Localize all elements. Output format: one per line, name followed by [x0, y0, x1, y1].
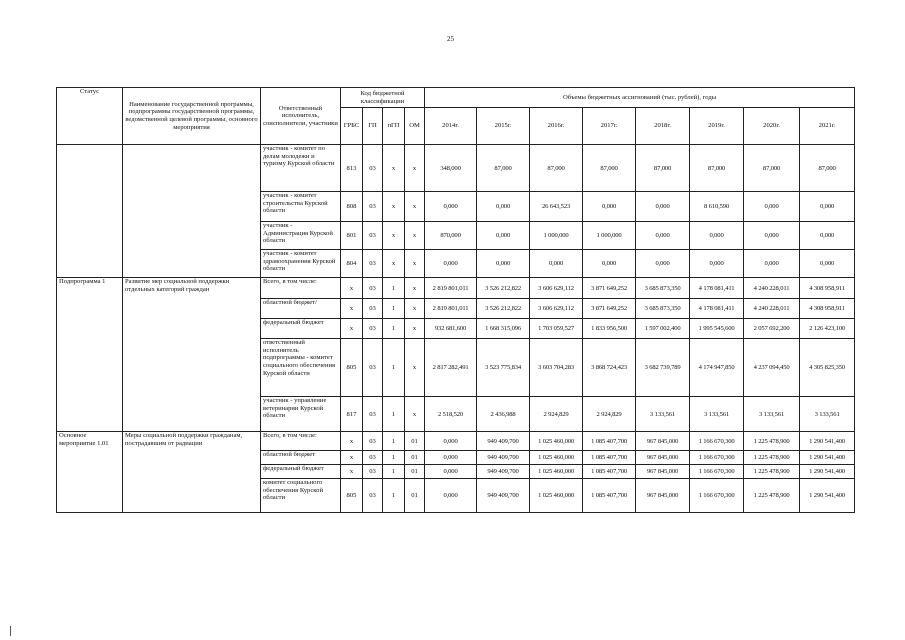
code-cell: 03 [363, 432, 383, 451]
header-year: 2017г. [583, 108, 636, 145]
amount-cell: 3 526 212,822 [477, 299, 530, 319]
amount-cell: 87,000 [636, 145, 690, 192]
code-cell: х [405, 339, 425, 397]
code-cell: х [405, 250, 425, 278]
code-cell: 817 [341, 397, 363, 432]
amount-cell: 3 606 629,112 [530, 278, 583, 299]
code-cell: х [383, 192, 405, 222]
code-cell: 03 [363, 465, 383, 479]
amount-cell: 0,000 [477, 250, 530, 278]
row-executor: участник - Администрация Курской области [261, 222, 341, 250]
header-name: Наименование государственной программы, подпрограммы государственной программы, ведомственной целевой программы, основного мероприятия [123, 88, 261, 145]
amount-cell: 0,000 [744, 250, 800, 278]
amount-cell: 1 225 478,900 [744, 479, 800, 513]
amount-cell: 1 085 407,700 [583, 432, 636, 451]
amount-cell: 0,000 [477, 192, 530, 222]
amount-cell: 870,000 [425, 222, 477, 250]
header-status: Статус [57, 88, 123, 145]
budget-table [56, 87, 855, 513]
code-cell: х [383, 222, 405, 250]
amount-cell: 1 085 407,700 [583, 451, 636, 465]
code-cell: 1 [383, 451, 405, 465]
amount-cell: 1 290 541,400 [800, 451, 855, 465]
code-cell: 813 [341, 145, 363, 192]
amount-cell: 4 178 081,411 [690, 299, 744, 319]
amount-cell: 87,000 [744, 145, 800, 192]
amount-cell: 2 817 282,491 [425, 339, 477, 397]
amount-cell: 0,000 [425, 192, 477, 222]
amount-cell: 1 085 407,700 [583, 465, 636, 479]
code-cell: 801 [341, 222, 363, 250]
code-cell: 805 [341, 479, 363, 513]
amount-cell: 0,000 [636, 222, 690, 250]
row-executor: областной бюджет [261, 451, 341, 465]
amount-cell: 0,000 [583, 250, 636, 278]
amount-cell: 932 681,600 [425, 319, 477, 339]
amount-cell: 4 240 228,011 [744, 278, 800, 299]
code-cell: х [405, 319, 425, 339]
amount-cell: 1 225 478,900 [744, 465, 800, 479]
amount-cell: 1 166 670,300 [690, 432, 744, 451]
header-year: 2014г. [425, 108, 477, 145]
amount-cell: 2 057 692,200 [744, 319, 800, 339]
header-executor: Ответственный исполнитель, соисполнители, участники [261, 88, 341, 145]
code-cell: 1 [383, 278, 405, 299]
amount-cell: 1 225 478,900 [744, 451, 800, 465]
code-cell: 03 [363, 250, 383, 278]
code-cell: х [341, 278, 363, 299]
code-cell: х [341, 319, 363, 339]
amount-cell: 0,000 [636, 250, 690, 278]
amount-cell: 0,000 [690, 250, 744, 278]
row-executor: Всего, в том числе: [261, 278, 341, 299]
code-cell: 03 [363, 479, 383, 513]
amount-cell: 0,000 [800, 192, 855, 222]
code-cell: 01 [405, 432, 425, 451]
amount-cell: 0,000 [477, 222, 530, 250]
amount-cell: 2 819 801,011 [425, 299, 477, 319]
amount-cell: 2 924,829 [583, 397, 636, 432]
header-year: 2019г. [690, 108, 744, 145]
row-executor: областной бюджет/ [261, 299, 341, 319]
code-cell: 1 [383, 397, 405, 432]
amount-cell: 1 000,000 [583, 222, 636, 250]
amount-cell: 0,000 [800, 250, 855, 278]
amount-cell: 1 225 478,900 [744, 432, 800, 451]
header-year: 2016г. [530, 108, 583, 145]
amount-cell: 949 409,700 [477, 479, 530, 513]
amount-cell: 1 000,000 [530, 222, 583, 250]
code-cell: 03 [363, 145, 383, 192]
amount-cell: 3 685 873,350 [636, 278, 690, 299]
amount-cell: 1 025 460,000 [530, 465, 583, 479]
code-cell: 1 [383, 299, 405, 319]
row-program-name: Меры социальной поддержки гражданам, пострадавшим от радиации [123, 432, 261, 513]
code-cell: х [405, 145, 425, 192]
amount-cell: 3 133,561 [800, 397, 855, 432]
amount-cell: 1 833 956,500 [583, 319, 636, 339]
amount-cell: 949 409,700 [477, 451, 530, 465]
header-code-col: ГП [363, 108, 383, 145]
header-year: 2021г. [800, 108, 855, 145]
amount-cell: 87,000 [583, 145, 636, 192]
row-status [57, 145, 123, 278]
amount-cell: 1 166 670,300 [690, 465, 744, 479]
amount-cell: 3 603 704,283 [530, 339, 583, 397]
amount-cell: 4 305 825,350 [800, 339, 855, 397]
code-cell: 808 [341, 192, 363, 222]
scan-artifact-mark [10, 626, 11, 636]
amount-cell: 87,000 [690, 145, 744, 192]
row-status: Основное мероприятие 1.01 [57, 432, 123, 513]
amount-cell: 0,000 [744, 222, 800, 250]
table-row [57, 432, 855, 451]
amount-cell: 1 290 541,400 [800, 465, 855, 479]
amount-cell: 967 845,000 [636, 451, 690, 465]
code-cell: 03 [363, 222, 383, 250]
amount-cell: 1 025 460,000 [530, 479, 583, 513]
amount-cell: 1 025 460,000 [530, 432, 583, 451]
amount-cell: 0,000 [636, 192, 690, 222]
row-executor: участник - управление ветеринарии Курской области [261, 397, 341, 432]
amount-cell: 2 436,988 [477, 397, 530, 432]
header-code-col: пГП [383, 108, 405, 145]
amount-cell: 3 133,561 [744, 397, 800, 432]
amount-cell: 4 237 094,450 [744, 339, 800, 397]
table-row [57, 145, 855, 192]
amount-cell: 8 610,590 [690, 192, 744, 222]
header-code-col: ОМ [405, 108, 425, 145]
code-cell: 03 [363, 299, 383, 319]
amount-cell: 1 025 460,000 [530, 451, 583, 465]
row-program-name [123, 145, 261, 278]
amount-cell: 4 240 228,011 [744, 299, 800, 319]
header-budget-volume: Объемы бюджетных ассигнований (тыс. рублей), годы [425, 88, 855, 108]
header-code-col: ГРБС [341, 108, 363, 145]
amount-cell: 3 871 649,252 [583, 299, 636, 319]
header-year: 2018г. [636, 108, 690, 145]
code-cell: 1 [383, 465, 405, 479]
amount-cell: 0,000 [690, 222, 744, 250]
amount-cell: 3 682 739,789 [636, 339, 690, 397]
amount-cell: 26 643,523 [530, 192, 583, 222]
amount-cell: 2 518,520 [425, 397, 477, 432]
page-number: 25 [447, 35, 454, 43]
amount-cell: 0,000 [425, 465, 477, 479]
amount-cell: 1 166 670,300 [690, 451, 744, 465]
amount-cell: 1 597 002,400 [636, 319, 690, 339]
code-cell: 03 [363, 451, 383, 465]
row-status: Подпрограмма 1 [57, 278, 123, 432]
amount-cell: 3 871 649,252 [583, 278, 636, 299]
code-cell: х [405, 278, 425, 299]
row-executor: участник - комитет здравоохранения Курской области [261, 250, 341, 278]
code-cell: х [405, 192, 425, 222]
amount-cell: 3 685 873,350 [636, 299, 690, 319]
amount-cell: 1 166 670,300 [690, 479, 744, 513]
amount-cell: 4 308 958,911 [800, 299, 855, 319]
amount-cell: 949 409,700 [477, 465, 530, 479]
amount-cell: 0,000 [425, 250, 477, 278]
amount-cell: 4 174 947,850 [690, 339, 744, 397]
amount-cell: 0,000 [425, 451, 477, 465]
amount-cell: 3 133,561 [636, 397, 690, 432]
code-cell: х [405, 397, 425, 432]
table-row [57, 278, 855, 299]
row-executor: участник - комитет строительства Курской области [261, 192, 341, 222]
code-cell: 01 [405, 465, 425, 479]
amount-cell: 967 845,000 [636, 465, 690, 479]
row-executor: Всего, в том числе: [261, 432, 341, 451]
row-executor: федеральный бюджет [261, 319, 341, 339]
amount-cell: 2 819 801,011 [425, 278, 477, 299]
amount-cell: 87,000 [800, 145, 855, 192]
amount-cell: 0,000 [800, 222, 855, 250]
amount-cell: 949 409,700 [477, 432, 530, 451]
amount-cell: 0,000 [744, 192, 800, 222]
header-budget-code: Код бюджетной классификации [341, 88, 425, 108]
amount-cell: 2 126 423,100 [800, 319, 855, 339]
code-cell: х [383, 145, 405, 192]
code-cell: 804 [341, 250, 363, 278]
code-cell: х [383, 250, 405, 278]
amount-cell: 3 523 775,834 [477, 339, 530, 397]
amount-cell: 3 133,561 [690, 397, 744, 432]
amount-cell: 348,000 [425, 145, 477, 192]
code-cell: 1 [383, 339, 405, 397]
code-cell: 1 [383, 319, 405, 339]
amount-cell: 1 085 407,700 [583, 479, 636, 513]
row-executor: федеральный бюджет [261, 465, 341, 479]
code-cell: 1 [383, 479, 405, 513]
code-cell: х [341, 451, 363, 465]
code-cell: 03 [363, 339, 383, 397]
code-cell: 03 [363, 192, 383, 222]
amount-cell: 4 178 081,411 [690, 278, 744, 299]
code-cell: 01 [405, 451, 425, 465]
row-program-name: Развитие мер социальной поддержки отдельных категорий граждан [123, 278, 261, 432]
amount-cell: 3 526 212,822 [477, 278, 530, 299]
code-cell: 1 [383, 432, 405, 451]
amount-cell: 2 924,829 [530, 397, 583, 432]
code-cell: 805 [341, 339, 363, 397]
amount-cell: 3 868 724,423 [583, 339, 636, 397]
code-cell: 03 [363, 278, 383, 299]
row-executor: ответственный исполнитель подпрограммы - комитет социального обеспечения Курской области [261, 339, 341, 397]
amount-cell: 0,000 [583, 192, 636, 222]
code-cell: х [405, 222, 425, 250]
row-executor: комитет социального обеспечения Курской области [261, 479, 341, 513]
amount-cell: 1 290 541,400 [800, 479, 855, 513]
amount-cell: 1 290 541,400 [800, 432, 855, 451]
code-cell: х [341, 465, 363, 479]
code-cell: 03 [363, 319, 383, 339]
amount-cell: 1 995 545,600 [690, 319, 744, 339]
code-cell: х [405, 299, 425, 319]
code-cell: х [341, 432, 363, 451]
amount-cell: 1 703 059,527 [530, 319, 583, 339]
amount-cell: 87,000 [530, 145, 583, 192]
amount-cell: 967 845,000 [636, 432, 690, 451]
amount-cell: 967 845,000 [636, 479, 690, 513]
amount-cell: 1 668 315,096 [477, 319, 530, 339]
code-cell: 03 [363, 397, 383, 432]
code-cell: 01 [405, 479, 425, 513]
amount-cell: 87,000 [477, 145, 530, 192]
header-year: 2020г. [744, 108, 800, 145]
amount-cell: 4 308 958,911 [800, 278, 855, 299]
amount-cell: 0,000 [530, 250, 583, 278]
code-cell: х [341, 299, 363, 319]
header-year: 2015г. [477, 108, 530, 145]
amount-cell: 0,000 [425, 479, 477, 513]
row-executor: участник - комитет по делам молодежи и туризму Курской области [261, 145, 341, 192]
amount-cell: 3 606 629,112 [530, 299, 583, 319]
amount-cell: 0,000 [425, 432, 477, 451]
